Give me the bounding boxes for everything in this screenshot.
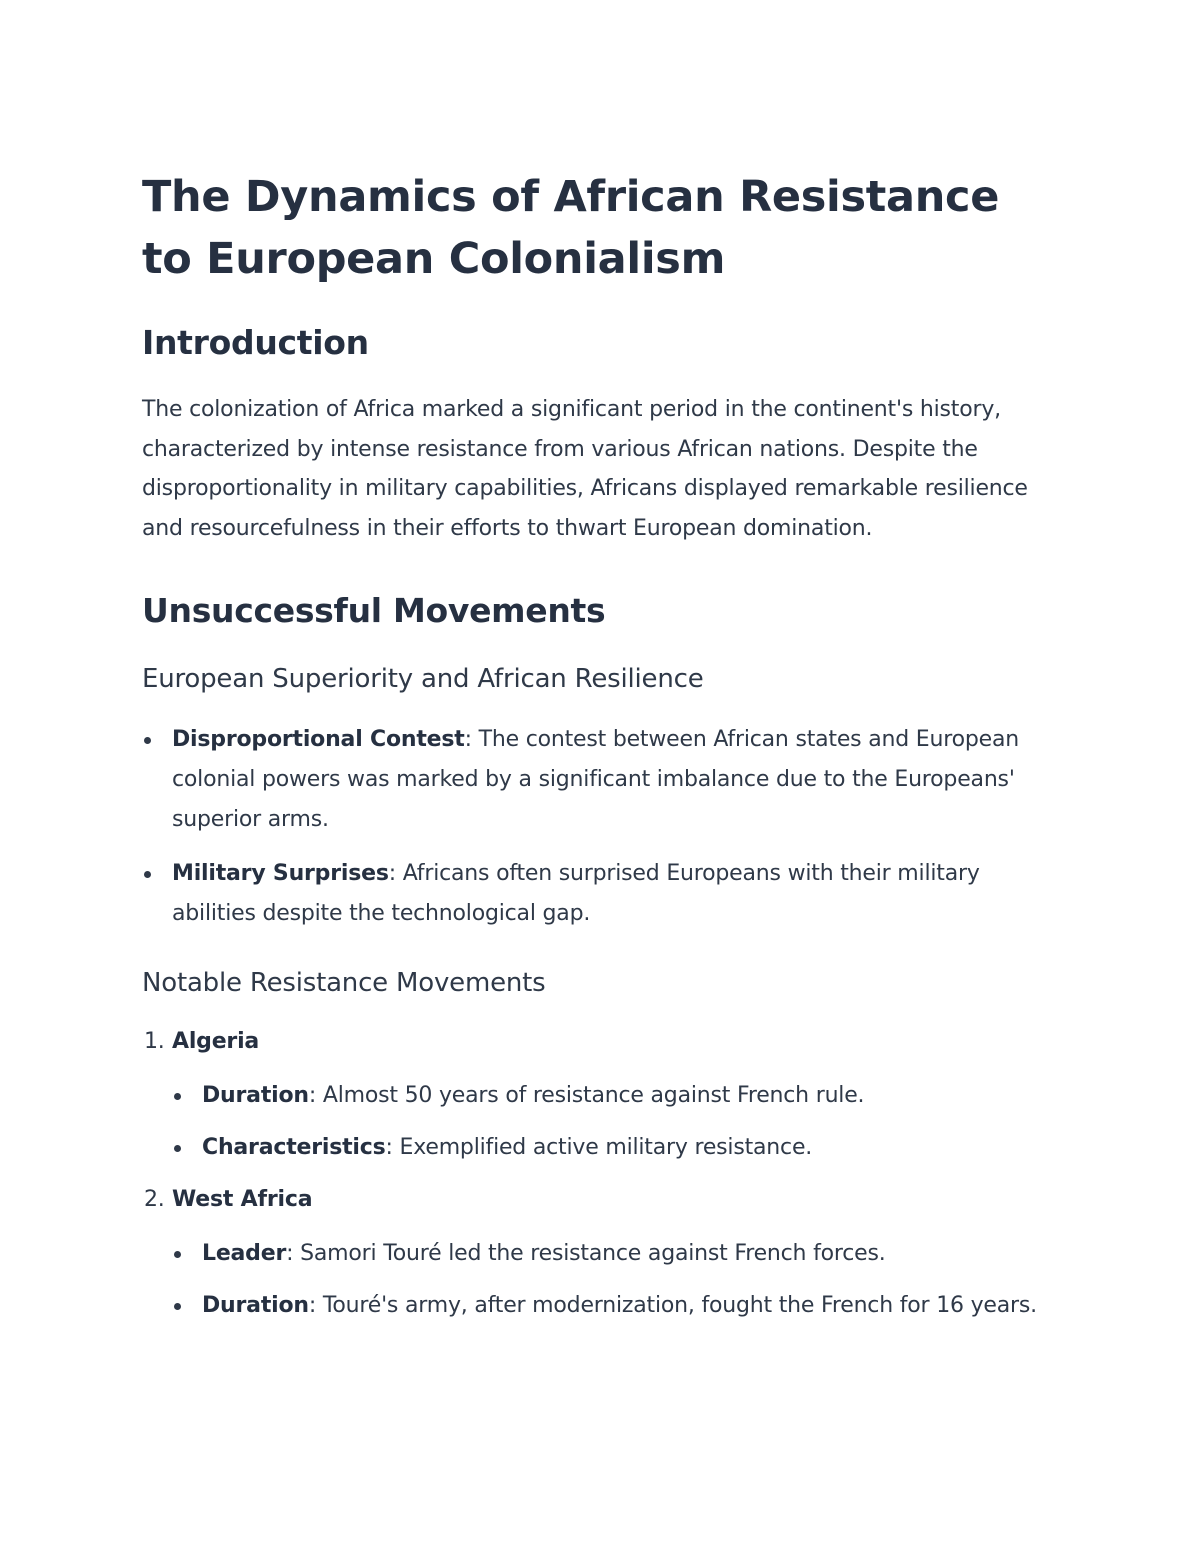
list-item — [172, 1076, 1062, 1116]
movement-details-list — [172, 1076, 1062, 1168]
list-item — [172, 1234, 1062, 1274]
item-text: : Touré's army, after modernization, fought the French for 16 years. — [308, 1293, 1037, 1318]
item-term: Disproportional Contest — [172, 727, 465, 752]
item-term: Duration — [202, 1293, 309, 1318]
item-text: : The contest between African states and European colonial powers was marked by a significant imbalance due to the Europeans' superior arms. — [172, 727, 1020, 832]
bullet-icon — [144, 871, 151, 878]
resistance-numbered-list — [142, 1022, 1062, 1326]
list-number: 2. — [144, 1187, 165, 1212]
list-item — [142, 720, 1062, 840]
notable-resistance-heading: Notable Resistance Movements — [142, 968, 546, 998]
list-item — [142, 854, 1062, 934]
bullet-icon — [144, 737, 151, 744]
item-term: Duration — [202, 1083, 309, 1108]
list-item — [172, 1128, 1062, 1168]
bullet-icon — [174, 1093, 181, 1100]
list-item — [142, 1022, 1062, 1168]
item-term: Military Surprises — [172, 861, 389, 886]
european-superiority-heading: European Superiority and African Resilience — [142, 664, 704, 694]
item-term: Characteristics — [202, 1135, 386, 1160]
document-title: The Dynamics of African Resistance to European Colonialism — [142, 172, 1000, 284]
bullet-icon — [174, 1251, 181, 1258]
introduction-paragraph: The colonization of Africa marked a significant period in the continent's history, characterized by intense resistance from various African nations. Despite the disproportionality in military capabilities, Africans displayed remarkable resilience and resourcefulness in their efforts to thwart European domination. — [142, 397, 1028, 541]
superiority-bullet-list — [142, 720, 1062, 934]
list-item — [142, 1180, 1062, 1326]
list-number: 1. — [144, 1029, 165, 1054]
item-text: : Almost 50 years of resistance against French rule. — [308, 1083, 865, 1108]
item-text: : Exemplified active military resistance. — [385, 1135, 813, 1160]
item-text: : Africans often surprised Europeans with their military abilities despite the technological gap. — [172, 861, 980, 926]
bullet-icon — [174, 1145, 181, 1152]
introduction-heading: Introduction — [142, 323, 369, 362]
movement-details-list — [172, 1234, 1062, 1326]
movement-name: West Africa — [172, 1187, 313, 1212]
item-text: : Samori Touré led the resistance against French forces. — [286, 1241, 886, 1266]
item-term: Leader — [202, 1241, 287, 1266]
list-item — [172, 1286, 1062, 1326]
unsuccessful-movements-heading: Unsuccessful Movements — [142, 591, 606, 630]
bullet-icon — [174, 1303, 181, 1310]
document-page — [142, 166, 1062, 1326]
movement-name: Algeria — [172, 1029, 260, 1054]
